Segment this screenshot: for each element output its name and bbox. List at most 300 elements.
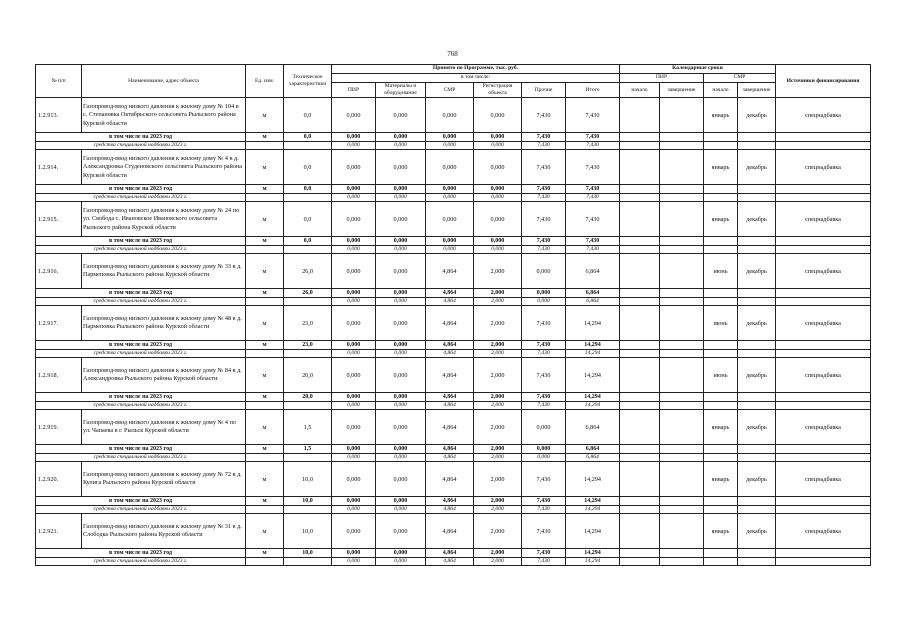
empty-cell [620, 454, 660, 462]
empty-cell [246, 350, 284, 358]
special-fund-row [36, 558, 871, 566]
subtotal-value: 7,430 [566, 237, 620, 246]
special-fund-value: 0,000 [474, 246, 522, 254]
empty-cell [776, 298, 871, 306]
registration-cell: 2,000 [474, 462, 522, 497]
empty-cell [704, 237, 738, 246]
registration-cell: 0,000 [474, 150, 522, 185]
special-fund-value: 4,864 [426, 454, 474, 462]
special-fund-value: 4,864 [426, 558, 474, 566]
object-name: Газопровод-ввод низкого давления к жилому дому № 104 в с. Степановка Октябрьского сельсовета Рыльского района Курской области [82, 98, 246, 133]
subtotal-value: 6,864 [566, 289, 620, 298]
pir-start-cell [620, 254, 660, 289]
smr-finish-cell: декабрь [738, 202, 776, 237]
empty-cell [284, 246, 332, 254]
empty-cell [738, 341, 776, 350]
empty-cell [776, 246, 871, 254]
tech-cell: 20,0 [284, 358, 332, 393]
subtotal-value: 0,000 [376, 445, 426, 454]
empty-cell [776, 402, 871, 410]
empty-cell [738, 246, 776, 254]
empty-cell [660, 142, 704, 150]
smr-cell: 0,000 [426, 150, 474, 185]
subtotal-value: 0,000 [426, 237, 474, 246]
empty-cell [660, 194, 704, 202]
empty-cell [704, 194, 738, 202]
empty-cell [620, 558, 660, 566]
subtotal-value: 14,294 [566, 549, 620, 558]
pir-cell: 0,000 [332, 358, 376, 393]
subtotal-value: 0,000 [522, 289, 566, 298]
smr-start-cell: январь [704, 462, 738, 497]
row-number: 1.2.915. [36, 202, 82, 237]
smr-cell: 4,864 [426, 358, 474, 393]
special-fund-value: 0,000 [332, 350, 376, 358]
subtotal-value: 4,864 [426, 289, 474, 298]
funding-source-cell: спецнадбавка [776, 358, 871, 393]
subtotal-label: в том числе на 2023 год [36, 341, 246, 350]
unit-cell: м [246, 254, 284, 289]
smr-finish-cell: декабрь [738, 462, 776, 497]
table-row [36, 306, 871, 341]
table-row [36, 514, 871, 549]
subtotal-unit: м [246, 497, 284, 506]
empty-cell [620, 341, 660, 350]
empty-cell [660, 402, 704, 410]
special-fund-value: 0,000 [522, 298, 566, 306]
special-fund-value: 0,000 [332, 454, 376, 462]
empty-cell [704, 445, 738, 454]
subtotal-value: 2,000 [474, 289, 522, 298]
subtotal-value: 0,000 [332, 341, 376, 350]
other-cell: 7,430 [522, 202, 566, 237]
empty-cell [246, 454, 284, 462]
special-fund-value: 0,000 [474, 194, 522, 202]
special-fund-value: 0,000 [376, 350, 426, 358]
subtotal-value: 4,864 [426, 341, 474, 350]
empty-cell [776, 393, 871, 402]
special-fund-label: средства специальной надбавки 2023 г. [36, 558, 246, 566]
total-cell: 7,430 [566, 202, 620, 237]
subtotal-unit: м [246, 393, 284, 402]
subtotal-row [36, 445, 871, 454]
materials-cell: 0,000 [376, 98, 426, 133]
subtotal-label: в том числе на 2023 год [36, 133, 246, 142]
special-fund-label: средства специальной надбавки 2023 г. [36, 298, 246, 306]
subtotal-value: 0,000 [376, 237, 426, 246]
empty-cell [660, 246, 704, 254]
special-fund-value: 0,000 [376, 402, 426, 410]
smr-cell: 0,000 [426, 98, 474, 133]
special-fund-label: средства специальной надбавки 2023 г. [36, 402, 246, 410]
object-name: Газопровод-ввод низкого давления к жилому дому № 31 в д. Слободка Рыльского района Курской области [82, 514, 246, 549]
object-name: Газопровод-ввод низкого давления к жилому дому № 48 в д. Пармеповка Рыльского района Курской области [82, 306, 246, 341]
empty-cell [660, 558, 704, 566]
funding-source-cell: спецнадбавка [776, 462, 871, 497]
materials-cell: 0,000 [376, 254, 426, 289]
total-cell: 14,294 [566, 306, 620, 341]
special-fund-value: 4,864 [426, 350, 474, 358]
subtotal-tech: 26,0 [284, 289, 332, 298]
unit-cell: м [246, 462, 284, 497]
subtotal-value: 7,430 [522, 393, 566, 402]
empty-cell [660, 341, 704, 350]
subtotal-value: 4,864 [426, 549, 474, 558]
unit-cell: м [246, 150, 284, 185]
header-unit: Ед. изм. [246, 65, 284, 98]
smr-cell: 4,864 [426, 306, 474, 341]
empty-cell [776, 506, 871, 514]
pir-cell: 0,000 [332, 254, 376, 289]
pir-finish-cell [660, 358, 704, 393]
row-number: 1.2.917. [36, 306, 82, 341]
other-cell: 0,000 [522, 254, 566, 289]
pir-start-cell [620, 202, 660, 237]
subtotal-value: 0,000 [332, 445, 376, 454]
empty-cell [620, 194, 660, 202]
empty-cell [704, 298, 738, 306]
empty-cell [738, 142, 776, 150]
header-pir-group: ПИР [620, 74, 704, 83]
funding-source-cell: спецнадбавка [776, 254, 871, 289]
empty-cell [284, 558, 332, 566]
special-fund-row [36, 454, 871, 462]
table-row [36, 202, 871, 237]
smr-start-cell: январь [704, 150, 738, 185]
empty-cell [620, 289, 660, 298]
materials-cell: 0,000 [376, 306, 426, 341]
header-other: Прочие [522, 83, 566, 98]
subtotal-tech: 10,0 [284, 549, 332, 558]
empty-cell [704, 341, 738, 350]
tech-cell: 23,0 [284, 306, 332, 341]
tech-cell: 0,0 [284, 150, 332, 185]
subtotal-value: 4,864 [426, 393, 474, 402]
subtotal-value: 7,430 [566, 185, 620, 194]
subtotal-value: 2,000 [474, 497, 522, 506]
empty-cell [660, 289, 704, 298]
special-fund-value: 2,000 [474, 454, 522, 462]
other-cell: 0,000 [522, 410, 566, 445]
empty-cell [620, 142, 660, 150]
header-tech: Техническое характеристики [284, 65, 332, 98]
empty-cell [704, 506, 738, 514]
empty-cell [738, 185, 776, 194]
subtotal-row [36, 133, 871, 142]
tech-cell: 10,0 [284, 514, 332, 549]
empty-cell [738, 350, 776, 358]
subtotal-label: в том числе на 2023 год [36, 185, 246, 194]
total-cell: 7,430 [566, 98, 620, 133]
subtotal-value: 7,430 [566, 133, 620, 142]
special-fund-value: 7,430 [522, 142, 566, 150]
empty-cell [738, 237, 776, 246]
unit-cell: м [246, 358, 284, 393]
smr-finish-cell: декабрь [738, 150, 776, 185]
empty-cell [284, 194, 332, 202]
row-number: 1.2.919. [36, 410, 82, 445]
unit-cell: м [246, 410, 284, 445]
subtotal-tech: 10,0 [284, 497, 332, 506]
empty-cell [660, 497, 704, 506]
materials-cell: 0,000 [376, 358, 426, 393]
subtotal-value: 14,294 [566, 341, 620, 350]
total-cell: 6,864 [566, 410, 620, 445]
row-number: 1.2.913. [36, 98, 82, 133]
special-fund-value: 0,000 [332, 402, 376, 410]
smr-start-cell: июнь [704, 306, 738, 341]
subtotal-label: в том числе на 2023 год [36, 393, 246, 402]
funding-source-cell: спецнадбавка [776, 202, 871, 237]
subtotal-value: 0,000 [474, 185, 522, 194]
subtotal-value: 4,864 [426, 497, 474, 506]
special-fund-value: 2,000 [474, 298, 522, 306]
header-finish: завершение [660, 83, 704, 98]
special-fund-value: 2,000 [474, 350, 522, 358]
row-number: 1.2.916. [36, 254, 82, 289]
empty-cell [704, 497, 738, 506]
empty-cell [704, 454, 738, 462]
pir-finish-cell [660, 254, 704, 289]
special-fund-row [36, 142, 871, 150]
pir-finish-cell [660, 410, 704, 445]
empty-cell [284, 506, 332, 514]
empty-cell [776, 194, 871, 202]
empty-cell [620, 506, 660, 514]
total-cell: 14,294 [566, 358, 620, 393]
smr-finish-cell: декабрь [738, 254, 776, 289]
materials-cell: 0,000 [376, 514, 426, 549]
smr-finish-cell: декабрь [738, 514, 776, 549]
empty-cell [776, 558, 871, 566]
subtotal-value: 7,430 [522, 185, 566, 194]
object-name: Газопровод-ввод низкого давления к жилому дому № 33 в д. Пармеповка Рыльского района Курской области [82, 254, 246, 289]
registration-cell: 2,000 [474, 410, 522, 445]
empty-cell [704, 393, 738, 402]
subtotal-value: 0,000 [522, 445, 566, 454]
special-fund-value: 6,864 [566, 454, 620, 462]
header-incl: в том числе: [332, 74, 620, 83]
empty-cell [776, 341, 871, 350]
subtotal-value: 0,000 [332, 549, 376, 558]
row-number: 1.2.914. [36, 150, 82, 185]
smr-start-cell: январь [704, 202, 738, 237]
subtotal-label: в том числе на 2023 год [36, 549, 246, 558]
empty-cell [738, 497, 776, 506]
pir-cell: 0,000 [332, 462, 376, 497]
header-pir: ПИР [332, 83, 376, 98]
special-fund-row [36, 506, 871, 514]
empty-cell [660, 350, 704, 358]
empty-cell [738, 454, 776, 462]
pir-start-cell [620, 462, 660, 497]
empty-cell [246, 402, 284, 410]
pir-cell: 0,000 [332, 306, 376, 341]
subtotal-value: 2,000 [474, 549, 522, 558]
registration-cell: 2,000 [474, 306, 522, 341]
empty-cell [246, 246, 284, 254]
other-cell: 7,430 [522, 98, 566, 133]
subtotal-unit: м [246, 341, 284, 350]
subtotal-unit: м [246, 133, 284, 142]
empty-cell [776, 454, 871, 462]
subtotal-tech: 1,5 [284, 445, 332, 454]
table-row [36, 462, 871, 497]
subtotal-value: 14,294 [566, 393, 620, 402]
tech-cell: 1,5 [284, 410, 332, 445]
empty-cell [738, 402, 776, 410]
smr-cell: 4,864 [426, 410, 474, 445]
empty-cell [704, 185, 738, 194]
smr-cell: 4,864 [426, 514, 474, 549]
total-cell: 14,294 [566, 514, 620, 549]
header-total: Итого [566, 83, 620, 98]
empty-cell [704, 350, 738, 358]
empty-cell [246, 506, 284, 514]
subtotal-value: 0,000 [426, 133, 474, 142]
subtotal-value: 2,000 [474, 393, 522, 402]
smr-finish-cell: декабрь [738, 98, 776, 133]
empty-cell [776, 549, 871, 558]
subtotal-value: 0,000 [474, 237, 522, 246]
header-calendar-group: Календарные сроки [620, 65, 776, 74]
materials-cell: 0,000 [376, 410, 426, 445]
smr-cell: 4,864 [426, 254, 474, 289]
row-number: 1.2.920. [36, 462, 82, 497]
empty-cell [738, 133, 776, 142]
subtotal-tech: 23,0 [284, 341, 332, 350]
pir-start-cell [620, 150, 660, 185]
subtotal-value: 0,000 [474, 133, 522, 142]
special-fund-value: 0,000 [426, 194, 474, 202]
pir-start-cell [620, 306, 660, 341]
empty-cell [738, 445, 776, 454]
special-fund-value: 0,000 [376, 506, 426, 514]
materials-cell: 0,000 [376, 202, 426, 237]
header-smr: СМР [426, 83, 474, 98]
subtotal-value: 0,000 [376, 289, 426, 298]
header-name: Наименование, адрес объекта [82, 65, 246, 98]
empty-cell [776, 445, 871, 454]
registration-cell: 0,000 [474, 202, 522, 237]
special-fund-value: 7,430 [522, 506, 566, 514]
empty-cell [284, 454, 332, 462]
empty-cell [246, 298, 284, 306]
subtotal-value: 0,000 [376, 341, 426, 350]
empty-cell [246, 194, 284, 202]
smr-start-cell: июнь [704, 254, 738, 289]
header-num: № п/п [36, 65, 82, 98]
special-fund-value: 4,864 [426, 298, 474, 306]
empty-cell [738, 289, 776, 298]
subtotal-value: 0,000 [332, 133, 376, 142]
object-name: Газопровод-ввод низкого давления к жилому дому № 24 по ул. Свобода с. Ивановское Ивановского сельсовета Рыльского района Курской области [82, 202, 246, 237]
subtotal-value: 14,294 [566, 497, 620, 506]
empty-cell [704, 402, 738, 410]
special-fund-value: 7,430 [522, 350, 566, 358]
smr-finish-cell: декабрь [738, 410, 776, 445]
empty-cell [660, 133, 704, 142]
special-fund-value: 14,294 [566, 506, 620, 514]
empty-cell [284, 350, 332, 358]
tech-cell: 0,0 [284, 98, 332, 133]
funding-source-cell: спецнадбавка [776, 410, 871, 445]
table-row [36, 150, 871, 185]
special-fund-value: 0,000 [376, 298, 426, 306]
special-fund-value: 0,000 [426, 142, 474, 150]
empty-cell [704, 289, 738, 298]
total-cell: 14,294 [566, 462, 620, 497]
table-header [36, 65, 871, 98]
empty-cell [738, 558, 776, 566]
object-name: Газопровод-ввод низкого давления к жилому дому № 84 в д. Александровка Рыльского района Курской области [82, 358, 246, 393]
funding-source-cell: спецнадбавка [776, 150, 871, 185]
subtotal-unit: м [246, 185, 284, 194]
empty-cell [284, 298, 332, 306]
special-fund-row [36, 402, 871, 410]
header-finish-smr: завершение [738, 83, 776, 98]
unit-cell: м [246, 306, 284, 341]
table-row [36, 98, 871, 133]
registration-cell: 2,000 [474, 358, 522, 393]
empty-cell [246, 558, 284, 566]
empty-cell [284, 142, 332, 150]
subtotal-value: 2,000 [474, 445, 522, 454]
special-fund-row [36, 298, 871, 306]
special-fund-value: 0,000 [332, 194, 376, 202]
pir-finish-cell [660, 306, 704, 341]
subtotal-label: в том числе на 2023 год [36, 445, 246, 454]
special-fund-row [36, 350, 871, 358]
header-materials: Материалы и оборудование [376, 83, 426, 98]
object-name: Газопровод-ввод низкого давления к жилому дому № 4 в д. Александровка Студеновского сельсовета Рыльского района Курской области [82, 150, 246, 185]
subtotal-row [36, 549, 871, 558]
empty-cell [776, 185, 871, 194]
funding-source-cell: спецнадбавка [776, 514, 871, 549]
header-sources: Источники финансирования [776, 65, 871, 98]
special-fund-value: 14,294 [566, 350, 620, 358]
empty-cell [246, 142, 284, 150]
empty-cell [704, 549, 738, 558]
unit-cell: м [246, 514, 284, 549]
subtotal-label: в том числе на 2023 год [36, 289, 246, 298]
empty-cell [738, 549, 776, 558]
other-cell: 7,430 [522, 358, 566, 393]
subtotal-row [36, 289, 871, 298]
subtotal-value: 7,430 [522, 237, 566, 246]
special-fund-row [36, 246, 871, 254]
subtotal-unit: м [246, 549, 284, 558]
pir-cell: 0,000 [332, 410, 376, 445]
smr-start-cell: январь [704, 514, 738, 549]
empty-cell [776, 289, 871, 298]
special-fund-value: 7,430 [566, 142, 620, 150]
table-row [36, 358, 871, 393]
materials-cell: 0,000 [376, 150, 426, 185]
tech-cell: 26,0 [284, 254, 332, 289]
table-row [36, 410, 871, 445]
special-fund-value: 0,000 [332, 506, 376, 514]
special-fund-value: 0,000 [376, 142, 426, 150]
special-fund-value: 0,000 [376, 194, 426, 202]
row-number: 1.2.918. [36, 358, 82, 393]
subtotal-value: 0,000 [376, 133, 426, 142]
empty-cell [620, 185, 660, 194]
empty-cell [660, 393, 704, 402]
subtotal-row [36, 497, 871, 506]
subtotal-value: 4,864 [426, 445, 474, 454]
empty-cell [704, 558, 738, 566]
